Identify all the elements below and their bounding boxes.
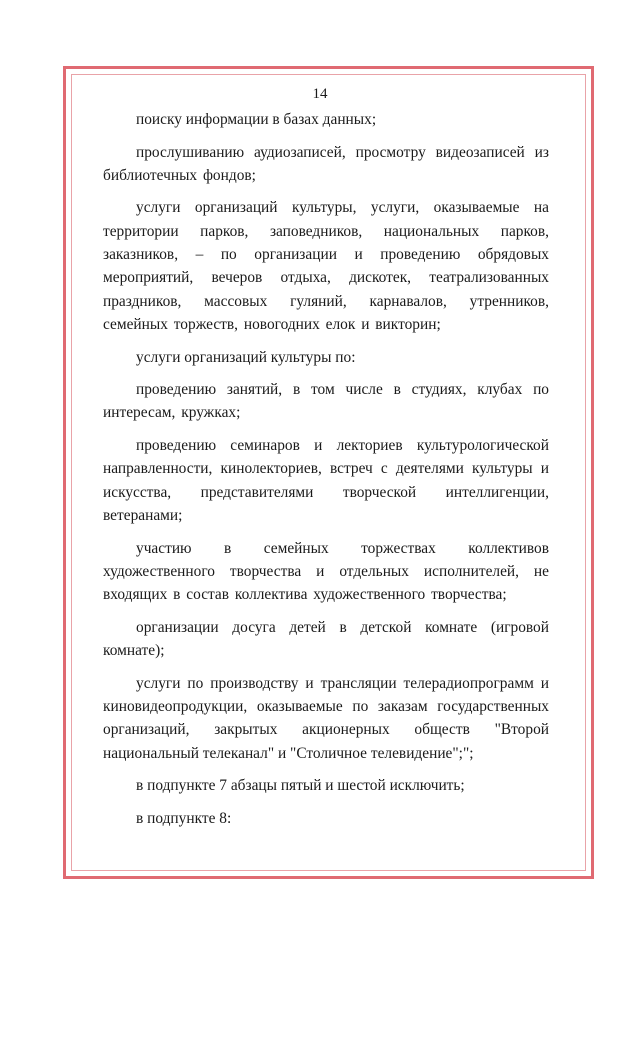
paragraph-8: организации досуга детей в детской комнате (игровой комнате); <box>103 618 549 660</box>
paragraph-1: поиску информации в базах данных; <box>136 111 377 128</box>
paragraph-7: участию в семейных торжествах коллективов художественного творчества и отдельных исполнителей, не входящих в состав коллектива художественного творчества; <box>103 539 549 604</box>
document-body <box>103 108 549 839</box>
paragraph-5: проведению занятий, в том числе в студиях, клубах по интересам, кружках; <box>103 381 549 422</box>
paragraph-6: проведению семинаров и лекториев культурологической направленности, кинолекториев, встреч с деятелями культуры и искусства, представителями творческой интеллигенции, ветеранами; <box>103 437 549 524</box>
paragraph-4: услуги организаций культуры по: <box>136 348 356 366</box>
paragraph-3: услуги организаций культуры, услуги, оказываемые на территории парков, заповедников, национальных парков, заказников, – по организации и проведению обрядовых мероприятий, вечеров отдыха, дискотек, театрализованных праздников, массовых гуляний, карнавалов, утренников, семейных торжеств, новогодних елок и викторин; <box>103 199 549 333</box>
paragraph-2: прослушиванию аудиозаписей, просмотру видеозаписей из библиотечных фондов; <box>103 143 549 184</box>
paragraph-10: в подпункте 7 абзацы пятый и шестой исключить; <box>136 777 465 795</box>
paragraph-9: услуги по производству и трансляции телерадиопрограмм и киновидеопродукции, оказываемые по заказам государственных организаций, закрытых акционерных обществ "Второй национальный телеканал" и "Столичное телевидение";"; <box>103 674 549 762</box>
page-number: 14 <box>312 86 328 102</box>
paragraph-11: в подпункте 8: <box>136 809 232 827</box>
